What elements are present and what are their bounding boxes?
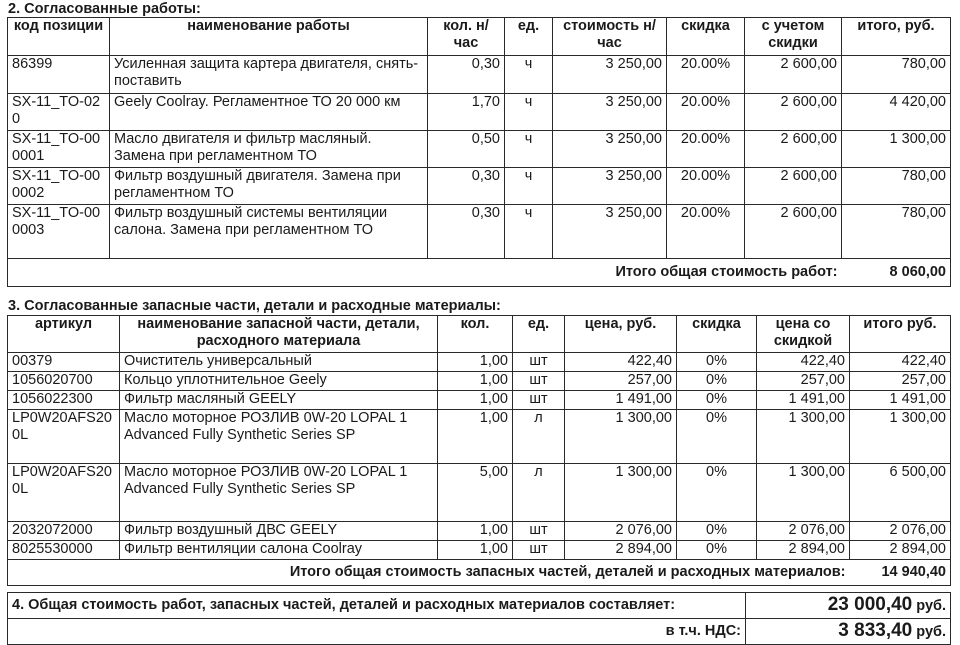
works-cell-discount: 20.00% [667, 94, 745, 131]
parts-total-row [8, 560, 951, 586]
summary-total-label: 4. Общая стоимость работ, запасных частей, деталей и расходных материалов составляет: [8, 593, 746, 619]
works-header-unit: ед. [505, 18, 553, 56]
parts-cell-discounted: 422,40 [757, 353, 850, 372]
works-header-qty: кол. н/час [428, 18, 505, 56]
works-cell-total: 780,00 [842, 56, 951, 94]
summary-total-value: 23 000,40 [827, 594, 913, 615]
works-table [7, 17, 951, 287]
table-row [8, 56, 951, 94]
parts-cell-code: 1056022300 [8, 391, 120, 410]
works-cell-name: Фильтр воздушный системы вентиляции салона. Замена при регламентном ТО [110, 205, 428, 259]
works-cell-discounted: 2 600,00 [745, 131, 842, 168]
parts-cell-name: Фильтр воздушный ДВС GEELY [120, 522, 438, 541]
works-cell-total: 780,00 [842, 168, 951, 205]
parts-cell-price: 422,40 [565, 353, 677, 372]
works-cell-code: SX-11_TO-000002 [8, 168, 110, 205]
parts-cell-discount: 0% [677, 372, 757, 391]
parts-header-unit: ед. [513, 316, 565, 353]
parts-cell-discounted: 2 894,00 [757, 541, 850, 560]
works-cell-discount: 20.00% [667, 56, 745, 94]
parts-header-code: артикул [8, 316, 120, 353]
summary-vat-row [8, 619, 951, 645]
parts-cell-unit: л [513, 410, 565, 464]
works-cell-discount: 20.00% [667, 205, 745, 259]
parts-cell-discount: 0% [677, 353, 757, 372]
parts-cell-code: 8025530000 [8, 541, 120, 560]
summary-vat-label: в т.ч. НДС: [8, 619, 746, 645]
parts-total-value: 14 940,40 [850, 560, 951, 586]
works-header-price: стоимость н/час [553, 18, 667, 56]
parts-header-total: итого руб. [850, 316, 951, 353]
works-header-row [8, 18, 951, 56]
parts-cell-total: 422,40 [850, 353, 951, 372]
table-row [8, 410, 951, 464]
works-cell-unit: ч [505, 131, 553, 168]
parts-cell-qty: 1,00 [438, 410, 513, 464]
parts-cell-code: 2032072000 [8, 522, 120, 541]
works-cell-qty: 1,70 [428, 94, 505, 131]
table-row [8, 131, 951, 168]
parts-cell-total: 1 491,00 [850, 391, 951, 410]
parts-cell-total: 2 894,00 [850, 541, 951, 560]
parts-header-discount: скидка [677, 316, 757, 353]
works-cell-code: SX-11_TO-000003 [8, 205, 110, 259]
parts-cell-code: LP0W20AFS200L [8, 464, 120, 522]
parts-header-price: цена, руб. [565, 316, 677, 353]
table-row [8, 522, 951, 541]
works-cell-qty: 0,30 [428, 205, 505, 259]
parts-cell-name: Фильтр масляный GEELY [120, 391, 438, 410]
parts-cell-total: 6 500,00 [850, 464, 951, 522]
works-cell-discounted: 2 600,00 [745, 168, 842, 205]
parts-cell-name: Масло моторное РОЗЛИВ 0W-20 LOPAL 1 Advanced Fully Synthetic Series SP [120, 464, 438, 522]
parts-cell-price: 1 300,00 [565, 464, 677, 522]
works-cell-discounted: 2 600,00 [745, 94, 842, 131]
summary-total-currency: руб. [916, 598, 946, 614]
works-cell-qty: 0,50 [428, 131, 505, 168]
table-row [8, 541, 951, 560]
works-cell-code: SX-11_TO-000001 [8, 131, 110, 168]
summary-table [7, 592, 951, 645]
parts-header-row [8, 316, 951, 353]
parts-cell-unit: шт [513, 353, 565, 372]
parts-cell-name: Очиститель универсальный [120, 353, 438, 372]
parts-cell-price: 2 076,00 [565, 522, 677, 541]
works-cell-name: Фильтр воздушный двигателя. Замена при регламентном ТО [110, 168, 428, 205]
parts-cell-qty: 1,00 [438, 353, 513, 372]
works-cell-unit: ч [505, 94, 553, 131]
parts-cell-code: LP0W20AFS200L [8, 410, 120, 464]
summary-vat-value: 3 833,40 [838, 620, 913, 641]
parts-header-name: наименование запасной части, детали, расходного материала [120, 316, 438, 353]
parts-cell-discounted: 1 300,00 [757, 410, 850, 464]
parts-cell-qty: 1,00 [438, 541, 513, 560]
works-header-name: наименование работы [110, 18, 428, 56]
parts-table [7, 315, 951, 586]
works-cell-discount: 20.00% [667, 131, 745, 168]
parts-cell-price: 257,00 [565, 372, 677, 391]
parts-cell-name: Масло моторное РОЗЛИВ 0W-20 LOPAL 1 Advanced Fully Synthetic Series SP [120, 410, 438, 464]
parts-cell-code: 00379 [8, 353, 120, 372]
parts-section-title: 3. Согласованные запасные части, детали и расходные материалы: [8, 298, 501, 314]
summary-vat-currency: руб. [916, 624, 946, 640]
works-cell-total: 4 420,00 [842, 94, 951, 131]
works-cell-unit: ч [505, 56, 553, 94]
table-row [8, 391, 951, 410]
summary-total-cell [746, 593, 951, 619]
summary-total-row [8, 593, 951, 619]
parts-cell-discount: 0% [677, 464, 757, 522]
works-cell-discounted: 2 600,00 [745, 56, 842, 94]
parts-cell-discounted: 1 491,00 [757, 391, 850, 410]
table-row [8, 353, 951, 372]
works-cell-price: 3 250,00 [553, 131, 667, 168]
parts-cell-total: 257,00 [850, 372, 951, 391]
parts-cell-unit: шт [513, 372, 565, 391]
works-cell-name: Geely Coolray. Регламентное ТО 20 000 км [110, 94, 428, 131]
table-row [8, 168, 951, 205]
parts-cell-total: 1 300,00 [850, 410, 951, 464]
parts-cell-code: 1056020700 [8, 372, 120, 391]
works-cell-discount: 20.00% [667, 168, 745, 205]
parts-cell-name: Кольцо уплотнительное Geely [120, 372, 438, 391]
works-total-label: Итого общая стоимость работ: [8, 259, 842, 287]
parts-cell-qty: 1,00 [438, 522, 513, 541]
table-row [8, 94, 951, 131]
parts-header-discounted: цена со скидкой [757, 316, 850, 353]
works-cell-discounted: 2 600,00 [745, 205, 842, 259]
table-row [8, 205, 951, 259]
works-cell-total: 1 300,00 [842, 131, 951, 168]
parts-cell-discounted: 2 076,00 [757, 522, 850, 541]
parts-cell-price: 1 491,00 [565, 391, 677, 410]
parts-cell-qty: 5,00 [438, 464, 513, 522]
table-row [8, 372, 951, 391]
works-cell-price: 3 250,00 [553, 168, 667, 205]
parts-cell-unit: шт [513, 391, 565, 410]
works-cell-unit: ч [505, 168, 553, 205]
works-header-discounted: с учетом скидки [745, 18, 842, 56]
works-section-title: 2. Согласованные работы: [8, 1, 201, 17]
parts-cell-discount: 0% [677, 541, 757, 560]
parts-cell-discount: 0% [677, 522, 757, 541]
parts-cell-unit: шт [513, 541, 565, 560]
parts-cell-qty: 1,00 [438, 391, 513, 410]
parts-header-qty: кол. [438, 316, 513, 353]
works-cell-total: 780,00 [842, 205, 951, 259]
works-header-total: итого, руб. [842, 18, 951, 56]
works-cell-name: Масло двигателя и фильтр масляный. Замена при регламентном ТО [110, 131, 428, 168]
works-header-discount: скидка [667, 18, 745, 56]
parts-cell-discount: 0% [677, 410, 757, 464]
summary-vat-cell [746, 619, 951, 645]
table-row [8, 464, 951, 522]
parts-cell-discounted: 1 300,00 [757, 464, 850, 522]
works-total-value: 8 060,00 [842, 259, 951, 287]
parts-cell-name: Фильтр вентиляции салона Coolray [120, 541, 438, 560]
works-cell-qty: 0,30 [428, 168, 505, 205]
parts-cell-discount: 0% [677, 391, 757, 410]
works-cell-code: 86399 [8, 56, 110, 94]
parts-cell-total: 2 076,00 [850, 522, 951, 541]
parts-cell-unit: шт [513, 522, 565, 541]
parts-cell-price: 2 894,00 [565, 541, 677, 560]
works-cell-qty: 0,30 [428, 56, 505, 94]
works-cell-name: Усиленная защита картера двигателя, снять-поставить [110, 56, 428, 94]
works-cell-price: 3 250,00 [553, 56, 667, 94]
works-total-row [8, 259, 951, 287]
works-cell-price: 3 250,00 [553, 205, 667, 259]
parts-cell-price: 1 300,00 [565, 410, 677, 464]
parts-cell-discounted: 257,00 [757, 372, 850, 391]
parts-cell-qty: 1,00 [438, 372, 513, 391]
parts-cell-unit: л [513, 464, 565, 522]
parts-total-label: Итого общая стоимость запасных частей, деталей и расходных материалов: [8, 560, 850, 586]
works-cell-price: 3 250,00 [553, 94, 667, 131]
works-cell-unit: ч [505, 205, 553, 259]
works-cell-code: SX-11_TO-020 [8, 94, 110, 131]
works-header-code: код позиции [8, 18, 110, 56]
